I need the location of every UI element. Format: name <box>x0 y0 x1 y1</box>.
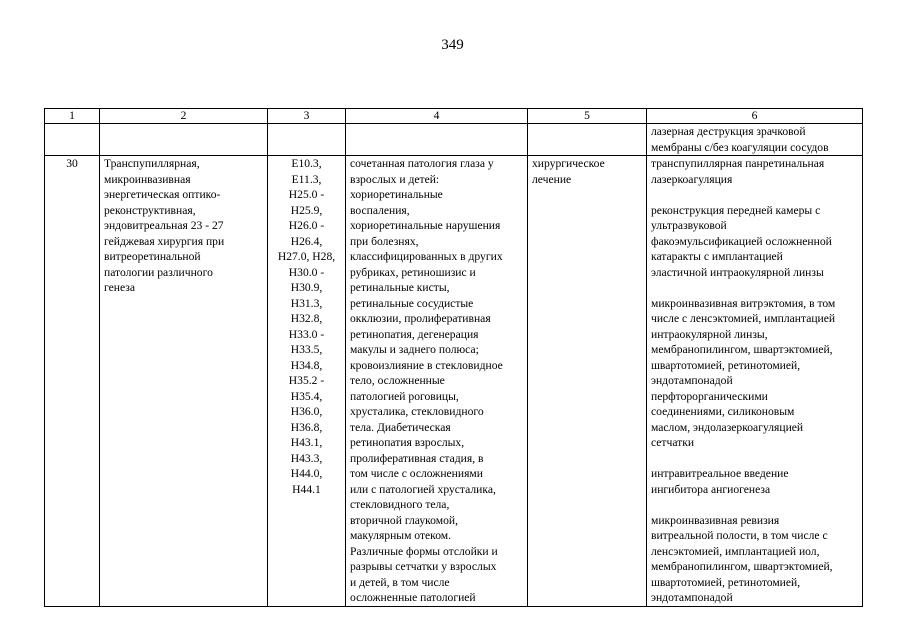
page-number: 349 <box>441 37 464 53</box>
header-cell-5: 5 <box>528 109 647 124</box>
diagnosis-cell: сочетанная патология глаза у взрослых и детей: хориоретинальные воспаления, хориоретинальные нарушения при болезнях, классифицированных в других рубриках, ретиношизис и ретинальные кисты, ретинальные сосудистые окклюзии, пролиферативная ретинопатия, дегенерация макулы и заднего полюса; кровоизлияние в стекловидное тело, осложненные патологией роговицы, хрусталика, стекловидного тела. Диабетическая ретинопатия взрослых, пролиферативная стадия, в том числе с осложнениями или с патологией хрусталика, стекловидного тела, вторичной глаукомой, макулярным отеком. Различные формы отслойки и разрывы сетчатки у взрослых и детей, в том числе осложненные патологией <box>346 156 528 607</box>
empty-cell <box>268 124 346 156</box>
table-header-row <box>45 109 863 124</box>
table-row-continuation <box>45 124 863 156</box>
methods-continuation-cell: лазерная деструкция зрачковой мембраны с/без коагуляции сосудов <box>647 124 863 156</box>
empty-cell <box>528 124 647 156</box>
medical-care-table <box>44 108 863 607</box>
header-cell-4: 4 <box>346 109 528 124</box>
empty-cell <box>346 124 528 156</box>
header-cell-1: 1 <box>45 109 100 124</box>
header-cell-6: 6 <box>647 109 863 124</box>
icd-codes-cell: E10.3, E11.3, H25.0 - H25.9, H26.0 - H26.4, H27.0, H28, H30.0 - H30.9, H31.3, H32.8, H33.0 - H33.5, H34.8, H35.2 - H35.4, H36.0, H36.8, H43.1, H43.3, H44.0, H44.1 <box>268 156 346 607</box>
treatment-methods-cell: транспупиллярная панретинальная лазеркоагуляция реконструкция передней камеры с ультразвуковой факоэмульсификацией осложненной катаракты с имплантацией эластичной интраокулярной линзы микроинвазивная витрэктомия, в том числе с ленсэктомией, имплантацией интраокулярной линзы, мембранопилингом, швартэктомией, швартотомией, ретинотомией, эндотампонадой перфторорганическими соединениями, силиконовым маслом, эндолазеркоагуляцией сетчатки интравитреальное введение ингибитора ангиогенеза микроинвазивная ревизия витреальной полости, в том числе с ленсэктомией, имплантацией иол, мембранопилингом, швартэктомией, швартотомией, ретинотомией, эндотампонадой <box>647 156 863 607</box>
care-type-cell: Транспупиллярная, микроинвазивная энергетическая оптико- реконструктивная, эндовитреальная 23 - 27 гейджевая хирургия при витреоретинальной патологии различного генеза <box>100 156 268 607</box>
row-number-cell: 30 <box>45 156 100 607</box>
header-cell-2: 2 <box>100 109 268 124</box>
empty-cell <box>100 124 268 156</box>
empty-cell <box>45 124 100 156</box>
header-cell-3: 3 <box>268 109 346 124</box>
treatment-type-cell: хирургическое лечение <box>528 156 647 607</box>
table-row-30 <box>45 156 863 607</box>
